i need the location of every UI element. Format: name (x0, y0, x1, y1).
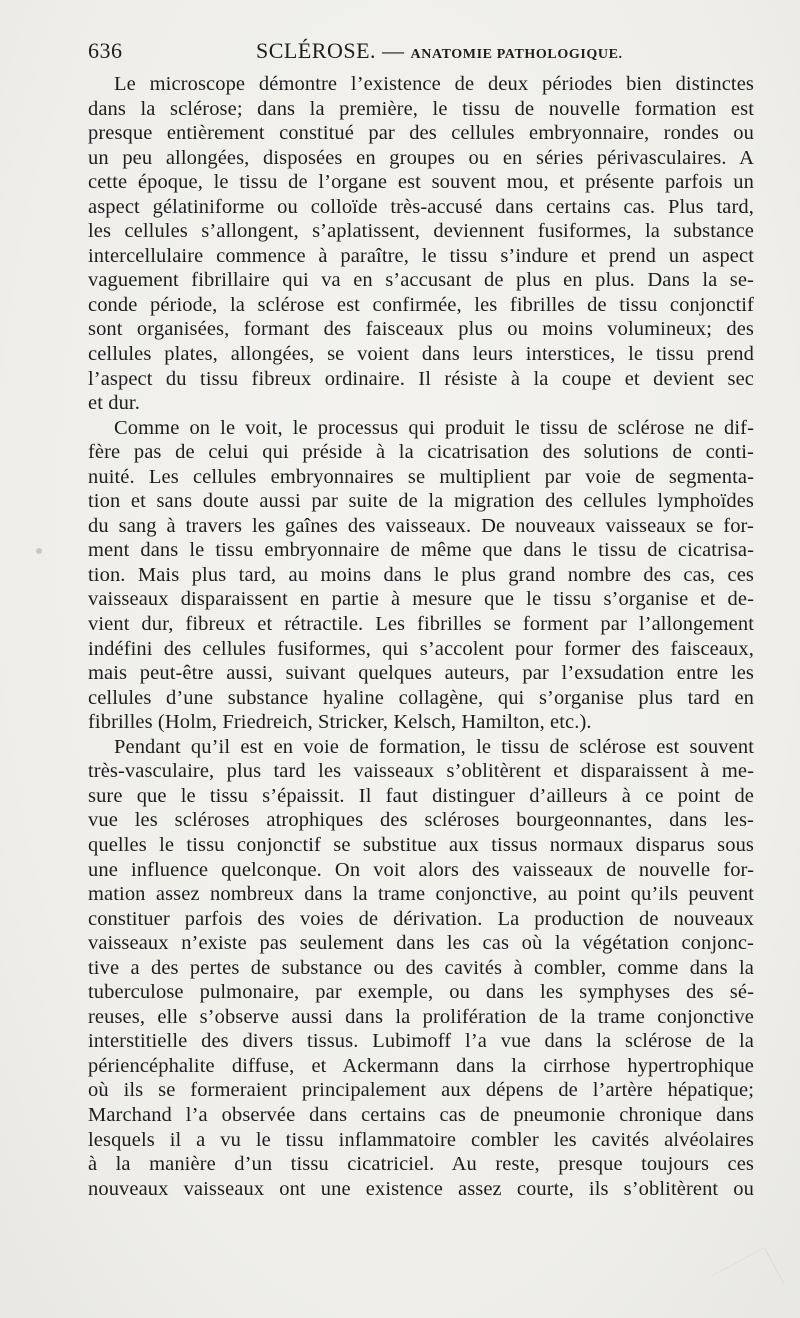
text-line: lesquels il a vu le tissu inflammatoire combler les cavités alvéolaires (88, 1128, 754, 1151)
text-line: Marchand l’a observée dans certains cas de pneumonie chronique dans (88, 1103, 754, 1126)
running-head-title: SCLÉROSE. — (256, 38, 411, 63)
text-line: quelles le tissu conjonctif se substitue aux tissus normaux disparus sous (88, 833, 754, 856)
text-line: les cellules s’allongent, s’aplatissent, deviennent fusiformes, la substance (88, 220, 754, 243)
text-line: Pendant qu’il est en voie de formation, le tissu de sclérose est souvent (114, 735, 754, 758)
text-line: tion et sans doute aussi par suite de la migration des cellules lymphoïdes (88, 490, 754, 513)
text-line: à la manière d’un tissu cicatriciel. Au reste, presque toujours ces (88, 1153, 754, 1176)
text-line: nuité. Les cellules embryonnaires se multiplient par voie de segmenta- (88, 465, 754, 488)
text-line: Le microscope démontre l’existence de deux périodes bien distinctes (114, 73, 754, 95)
text-line: vaisseaux n’existe pas seulement dans les cas où la végétation conjonc- (88, 932, 754, 955)
text-line: où ils se formeraient principalement aux dépens de l’artère hépatique; (88, 1079, 754, 1102)
text-line: reuses, elle s’observe aussi dans la prolifération de la trame conjonctive (88, 1005, 754, 1028)
text-line: tive a des pertes de substance ou des cavités à combler, comme dans la (88, 956, 754, 979)
page-corner-crease (711, 1247, 784, 1312)
text-line: nouveaux vaisseaux ont une existence assez courte, ils s’oblitèrent ou (88, 1177, 754, 1200)
page-header (88, 38, 754, 68)
paper-speck (36, 548, 42, 554)
text-line: du sang à travers les gaînes des vaisseaux. De nouveaux vaisseaux se for- (88, 514, 754, 537)
text-line: périencéphalite diffuse, et Ackermann dans la cirrhose hypertrophique (88, 1054, 754, 1077)
text-line: tuberculose pulmonaire, par exemple, ou dans les symphyses des sé- (88, 981, 754, 1004)
text-line: et dur. (88, 392, 140, 415)
text-line: cellules plates, allongées, se voient dans leurs interstices, le tissu prend (88, 343, 754, 366)
text-line: presque entièrement constitué par des cellules embryonnaire, rondes ou (88, 122, 754, 145)
text-line: Comme on le voit, le processus qui produit le tissu de sclérose ne dif- (114, 416, 754, 439)
text-line: vient dur, fibreux et rétractile. Les fibrilles se forment par l’allongement (88, 613, 754, 636)
text-line: tion. Mais plus tard, au moins dans le plus grand nombre des cas, ces (88, 563, 754, 586)
text-line: très-vasculaire, plus tard les vaisseaux s’oblitèrent et disparaissent à me- (88, 760, 754, 783)
text-line: ment dans le tissu embryonnaire de même que dans le tissu de cicatrisa- (88, 539, 754, 562)
running-head (256, 38, 623, 64)
text-line: une influence quelconque. On voit alors des vaisseaux de nouvelle for- (88, 858, 754, 881)
text-line: cellules d’une substance hyaline collagène, qui s’organise plus tard en (88, 686, 754, 709)
text-line: sure que le tissu s’épaissit. Il faut distinguer d’ailleurs à ce point de (88, 784, 754, 807)
text-line: fère pas de celui qui préside à la cicatrisation des solutions de conti- (88, 441, 754, 464)
paragraph (88, 72, 754, 416)
text-line: cette époque, le tissu de l’organe est souvent mou, et présente parfois un (88, 171, 754, 194)
text-line: interstitielle des divers tissus. Lubimoff l’a vue dans la sclérose de la (88, 1030, 754, 1053)
text-line: fibrilles (Holm, Friedreich, Stricker, Kelsch, Hamilton, etc.). (88, 711, 592, 734)
paragraph (88, 735, 754, 1201)
text-line: mais peut-être aussi, suivant quelques auteurs, par l’exsudation entre les (88, 662, 754, 685)
text-line: vaguement fibrillaire qui va en s’accusant de plus en plus. Dans la se- (88, 269, 754, 292)
text-line: vue les scléroses atrophiques des scléroses bourgeonnantes, dans les- (88, 809, 754, 832)
text-line: sont organisées, formant des faisceaux plus ou moins volumineux; des (88, 318, 754, 341)
text-line: constituer parfois des voies de dérivation. La production de nouveaux (88, 907, 754, 930)
text-line: conde période, la sclérose est confirmée, les fibrilles de tissu conjonctif (88, 293, 754, 316)
text-line: dans la sclérose; dans la première, le tissu de nouvelle formation est (88, 97, 754, 120)
text-line: indéfini des cellules fusiformes, qui s’accolent pour former des faisceaux, (88, 637, 754, 660)
text-line: vaisseaux disparaissent en partie à mesure que le tissu s’organise et de- (88, 588, 754, 611)
text-line: aspect gélatiniforme ou colloïde très-accusé dans certains cas. Plus tard, (88, 195, 754, 218)
page-number: 636 (88, 38, 123, 63)
body-text (88, 72, 754, 1201)
paragraph (88, 416, 754, 735)
text-line: intercellulaire commence à paraître, le tissu s’indure et prend un aspect (88, 244, 754, 267)
text-line: l’aspect du tissu fibreux ordinaire. Il résiste à la coupe et devient sec (88, 367, 754, 390)
running-head-subtitle: ANATOMIE PATHOLOGIQUE. (410, 47, 623, 62)
text-line: mation assez nombreux dans la trame conjonctive, au point qu’ils peuvent (88, 883, 754, 906)
text-line: un peu allongées, disposées en groupes ou en séries périvasculaires. A (88, 146, 754, 169)
